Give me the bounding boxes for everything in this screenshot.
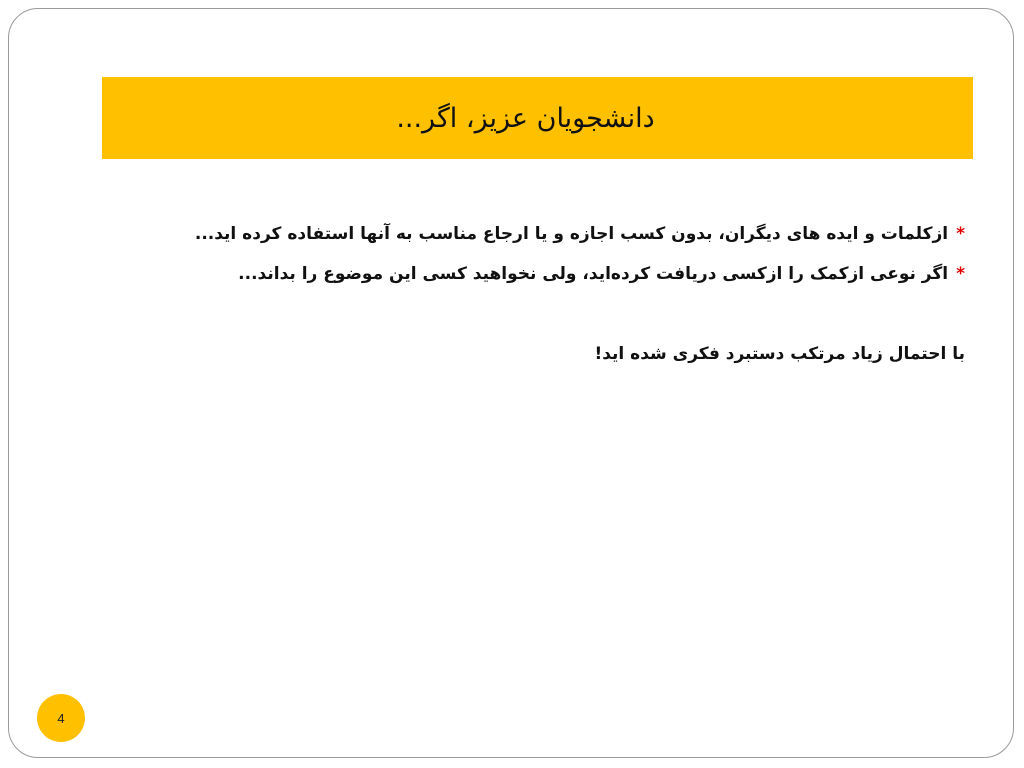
conclusion-text: با احتمال زیاد مرتکب دستبرد فکری شده اید! bbox=[594, 344, 965, 364]
bullet-item bbox=[105, 214, 965, 254]
page-number-badge bbox=[37, 694, 85, 742]
slide-title: دانشجویان عزیز، اگر... bbox=[396, 102, 655, 134]
title-bar bbox=[102, 77, 973, 159]
spacer bbox=[105, 294, 965, 334]
bullet-text: ازکلمات و ایده های دیگران، بدون کسب اجازه و یا ارجاع مناسب به آنها استفاده کرده اید... bbox=[194, 224, 949, 244]
bullet-item bbox=[105, 254, 965, 294]
bullet-text: اگر نوعی ازکمک را ازکسی دریافت کرده‌اید، ولی نخواهید کسی این موضوع را بداند... bbox=[238, 264, 949, 284]
bullet-asterisk-icon: * bbox=[956, 264, 965, 284]
page-number: 4 bbox=[57, 710, 65, 726]
bullet-asterisk-icon: * bbox=[956, 224, 965, 244]
slide-body bbox=[105, 214, 965, 374]
